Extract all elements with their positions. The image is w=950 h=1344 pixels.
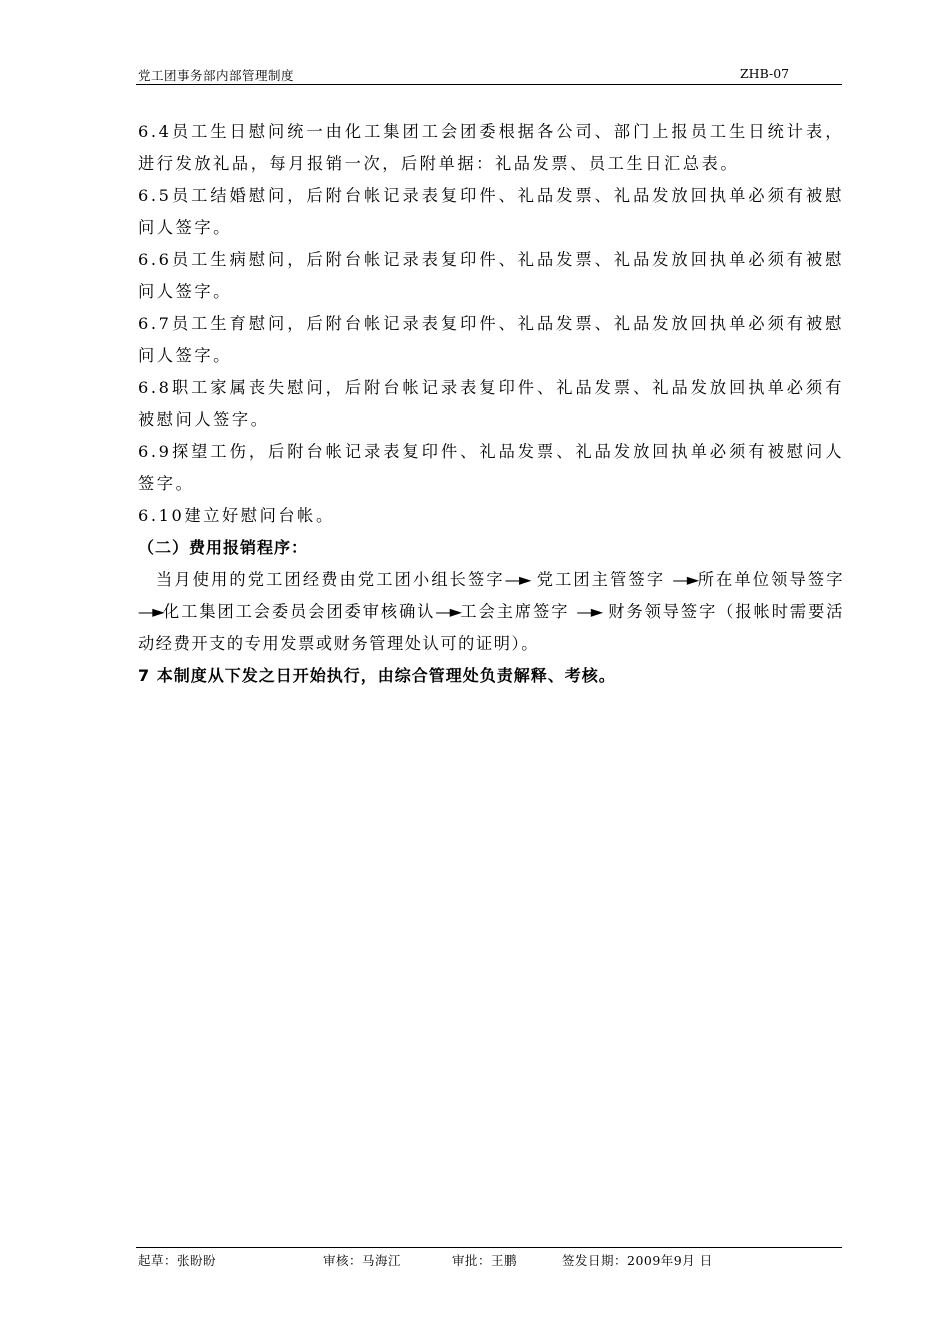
clause-6-5: 6.5员工结婚慰问，后附台帐记录表复印件、礼品发票、礼品发放回执单必须有被慰问人签字。	[138, 186, 844, 237]
clause-6-6: 6.6员工生病慰问，后附台帐记录表复印件、礼品发票、礼品发放回执单必须有被慰问人签字。	[138, 250, 844, 301]
clause-6-10: 6.10建立好慰问台帐。	[138, 506, 335, 525]
flow-note: （报帐时需要活动经费开支的专用发票或财务管理处认可的证明）。	[138, 602, 845, 653]
clause-6-9: 6.9探望工伤，后附台帐记录表复印件、礼品发票、礼品发放回执单必须有被慰问人签字。	[138, 442, 844, 493]
footer-drafter: 起草：张盼盼	[138, 1253, 217, 1268]
flow-step-6: 财务领导签字	[608, 602, 718, 621]
header-doc-code: ZHB-07	[740, 66, 790, 81]
header-title: 党工团事务部内部管理制度	[138, 68, 295, 83]
footer-reviewer: 审核：马海江	[323, 1253, 402, 1268]
arrow-right-icon: —►	[576, 602, 602, 621]
flow-step-2: 党工团主管签字	[536, 570, 666, 589]
clause-6-8: 6.8职工家属丧失慰问，后附台帐记录表复印件、礼品发票、礼品发放回执单必须有被慰问人签字。	[138, 378, 844, 429]
clause-6-7: 6.7员工生育慰问，后附台帐记录表复印件、礼品发票、礼品发放回执单必须有被慰问人签字。	[138, 314, 844, 365]
arrow-right-icon: —►	[504, 570, 530, 589]
footer-issue-date: 签发日期：2009年9月 日	[562, 1253, 713, 1268]
reimbursement-flow	[138, 564, 844, 660]
footer-divider	[136, 1247, 842, 1248]
clause-6-4: 6.4员工生日慰问统一由化工集团工会团委根据各公司、部门上报员工生日统计表，进行发放礼品，每月报销一次，后附单据：礼品发票、员工生日汇总表。	[138, 122, 844, 173]
section-heading-reimbursement: （二）费用报销程序：	[138, 538, 309, 557]
arrow-right-icon: —►	[672, 570, 698, 589]
clause-7-effective: 7 本制度从下发之日开始执行，由综合管理处负责解释、考核。	[138, 666, 616, 685]
arrow-right-icon: —►	[435, 602, 461, 621]
flow-step-3: 所在单位领导签字	[697, 570, 845, 589]
document-body	[138, 116, 844, 692]
flow-step-4: 化工集团工会委员会团委审核确认	[162, 602, 436, 621]
flow-step-5: 工会主席签字	[460, 602, 570, 621]
flow-step-1: 当月使用的党工团经费由党工团小组长签字	[156, 570, 505, 589]
footer-approver: 审批：王鹏	[452, 1253, 518, 1268]
header-divider	[136, 84, 842, 85]
arrow-right-icon: —►	[138, 602, 163, 621]
